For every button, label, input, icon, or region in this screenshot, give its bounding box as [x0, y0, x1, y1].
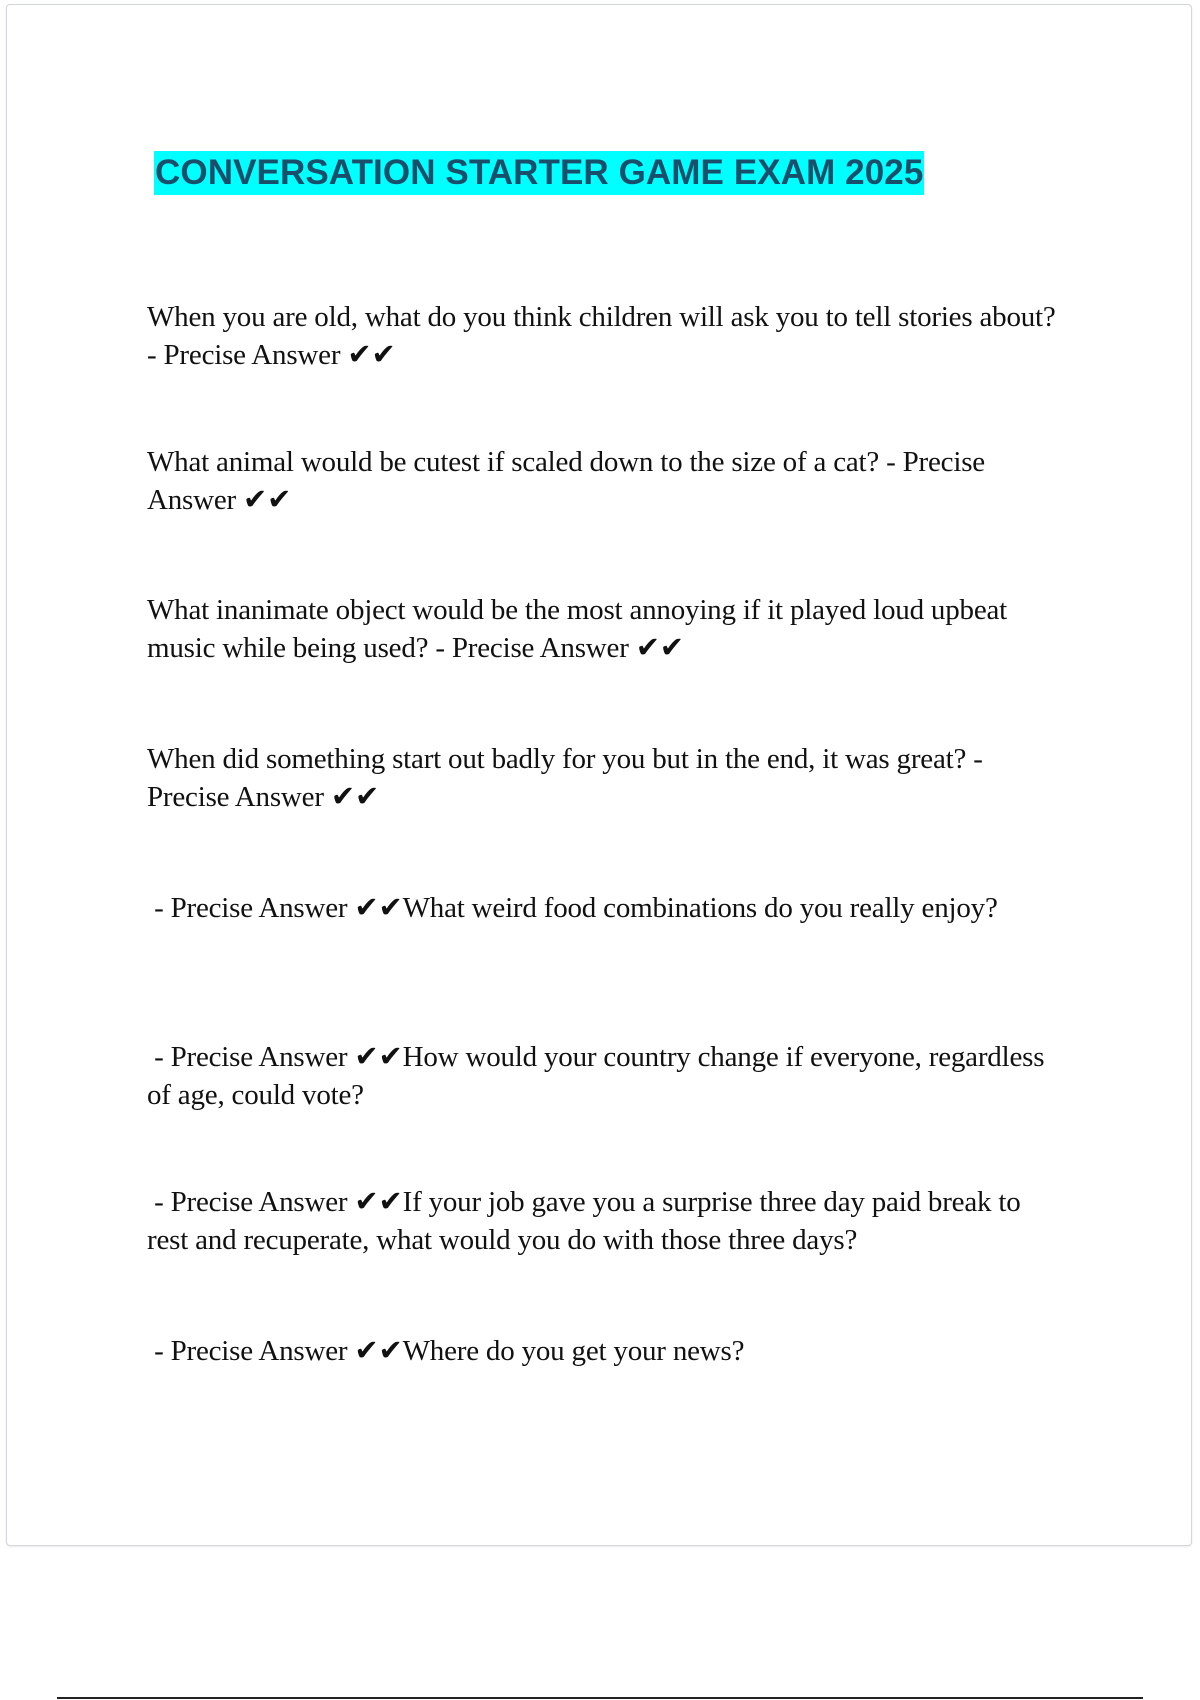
- question-3: What inanimate object would be the most annoying if it played loud upbeat music while being used? - Precise Answer ✔✔: [147, 594, 1008, 664]
- title-highlight: [154, 151, 924, 195]
- question-2: What animal would be cutest if scaled down to the size of a cat? - Precise Answer ✔✔: [147, 446, 985, 516]
- question-5: - Precise Answer ✔✔What weird food combinations do you really enjoy?: [147, 892, 998, 924]
- question-6: - Precise Answer ✔✔How would your country change if everyone, regardless of age, could vote?: [147, 1041, 1052, 1111]
- question-8: - Precise Answer ✔✔Where do you get your news?: [147, 1335, 745, 1367]
- question-7: - Precise Answer ✔✔If your job gave you a surprise three day paid break to rest and recuperate, what would you do with those three days?: [147, 1186, 1028, 1256]
- question-4: When did something start out badly for you but in the end, it was great? - Precise Answer ✔✔: [147, 743, 983, 813]
- question-1: When you are old, what do you think children will ask you to tell stories about? - Precise Answer ✔✔: [147, 301, 1056, 371]
- document-title: CONVERSATION STARTER GAME EXAM 2025: [154, 151, 924, 195]
- footer-divider: [57, 1697, 1143, 1699]
